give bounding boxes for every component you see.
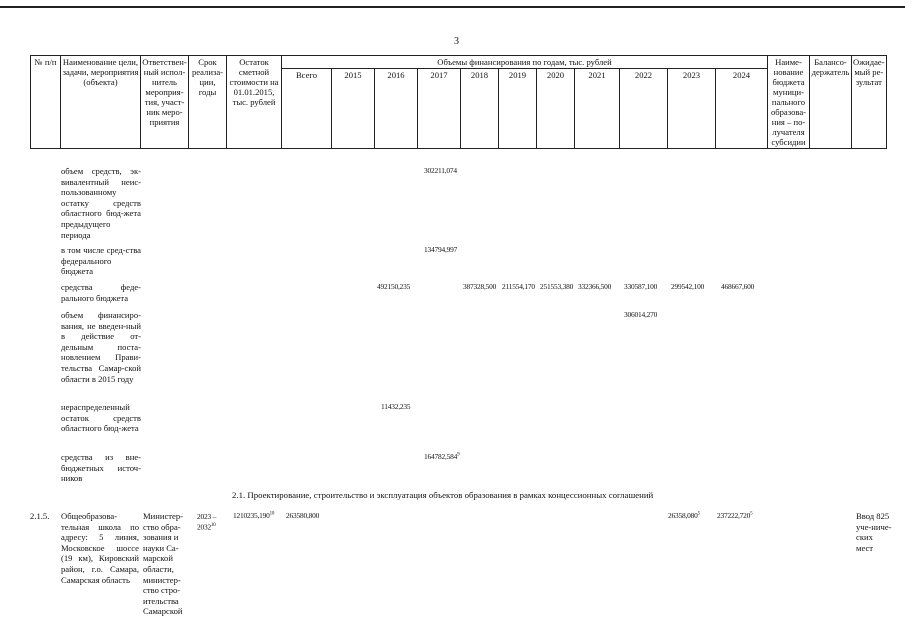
value-2016: 11432,235 [381, 402, 411, 411]
hdr-year: 2021 [575, 69, 620, 149]
top-rule [0, 6, 905, 8]
hdr-budget-name: Наиме-нование бюджета муници-пального образова-ния – по-лучателя субсидии [768, 56, 810, 149]
hdr-year: 2018 [461, 69, 499, 149]
value-2020: 251553,380 [540, 282, 574, 291]
value-2022: 306014,270 [624, 310, 658, 319]
item-period: 2023 – 2032$^{10}$ [197, 512, 217, 532]
hdr-num: № п/п [31, 56, 61, 149]
section-title: 2.1. Проектирование, строительство и эксплуатация объектов образования в рамках концессионных соглашений [232, 490, 654, 500]
hdr-year: 2016 [375, 69, 418, 149]
row-label: нераспределенный остаток средств областного бюд-жета [61, 402, 141, 434]
hdr-year: 2020 [537, 69, 575, 149]
item-value-2023: 26358,080$^5$ [668, 511, 700, 520]
hdr-holder: Балансо-держатель [810, 56, 852, 149]
hdr-period: Срок реализа-ции, годы [189, 56, 227, 149]
item-name: Общеобразова-тельная школа по адресу: 5 линия, Московское шоссе (19 км), Кировский район, г.о. Самара, Самарская область [61, 511, 139, 585]
hdr-responsible: Ответствен-ный испол-нитель мероприя-тия, участ-ник меро-приятия [141, 56, 189, 149]
hdr-year: 2022 [620, 69, 668, 149]
row-label: объем средств, эк-вивалентный неис-пользованному остатку средств областного бюд-жета предыдущего периода [61, 166, 141, 240]
value-2019: 211554,170 [502, 282, 535, 291]
item-value-2024: 237222,720$^5$ [717, 511, 753, 520]
hdr-year: 2015 [332, 69, 375, 149]
hdr-balance: Остаток сметной стоимости на 01.01.2015, тыс. рублей [227, 56, 282, 149]
value-2023: 299542,100 [671, 282, 705, 291]
value-2021: 332366,500 [578, 282, 612, 291]
table-header [30, 55, 887, 149]
hdr-year: 2017 [418, 69, 461, 149]
item-total: 263580,800 [286, 511, 320, 520]
hdr-year: 2024 [716, 69, 768, 149]
hdr-result: Ожидае-мый ре-зультат [852, 56, 887, 149]
value-2016: 492150,235 [377, 282, 411, 291]
hdr-volumes: Объемы финансирования по годам, тыс. рублей [282, 56, 768, 69]
page-number: 3 [454, 36, 459, 47]
value-2024: 468667,600 [721, 282, 755, 291]
value-2018: 387328,500 [463, 282, 497, 291]
row-label: средства из вне-бюджетных источ-ников [61, 452, 141, 484]
value-2022: 330587,100 [624, 282, 658, 291]
hdr-name: Наименование цели, задачи, мероприятия (объекта) [61, 56, 141, 149]
item-balance: 1210235,190$^{10}$ [233, 511, 275, 520]
value-2017: 302211,074 [424, 166, 457, 175]
hdr-year: 2019 [499, 69, 537, 149]
row-label: средства феде-рального бюджета [61, 282, 141, 303]
item-result: Ввод 825 уче-ниче-ских мест [856, 511, 892, 553]
row-label: объем финансиро-вания, не введен-ный в действие от-дельным поста-новлением Прави-тельства Самар-ской области в 2015 году [61, 310, 141, 384]
hdr-year: 2023 [668, 69, 716, 149]
item-number: 2.1.5. [30, 511, 50, 521]
value-2017: 134794,997 [424, 245, 458, 254]
item-responsible: Министер-ство обра-зования и науки Са-марской области, министер-ство стро-ительства Самарской [143, 511, 183, 617]
row-label: в том числе сред-ства федерального бюджета [61, 245, 141, 277]
value-2017: 164782,584$^9$ [424, 452, 460, 461]
hdr-total: Всего [282, 69, 332, 149]
